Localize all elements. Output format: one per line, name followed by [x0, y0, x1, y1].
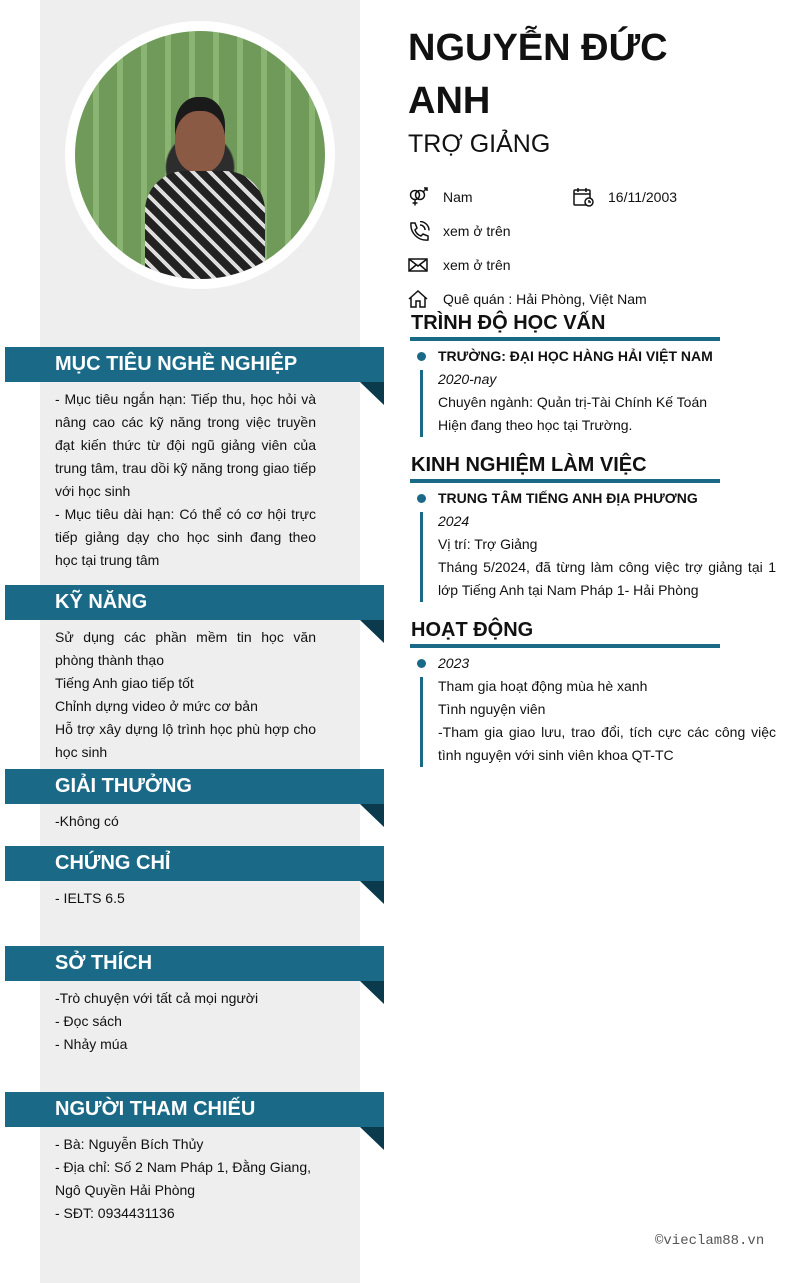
- objective-heading: MỤC TIÊU NGHỀ NGHIỆP: [5, 347, 384, 382]
- hometown-row: Quê quán : Hải Phòng, Việt Nam: [408, 289, 647, 309]
- phone-row: xem ở trên: [408, 221, 511, 241]
- email-row: xem ở trên: [408, 255, 511, 275]
- experience-heading: KINH NGHIỆM LÀM VIỆC: [410, 454, 720, 483]
- awards-text: -Không có: [55, 813, 119, 829]
- calendar-icon: [573, 187, 595, 207]
- activities-item: 2023 Tham gia hoạt động mùa hè xanh Tình nguyện viên -Tham gia giao lưu, trao đổi, tích cực các công việc tình nguyện với sinh viên khoa QT-TC: [416, 652, 776, 767]
- full-name: NGUYỄN ĐỨC ANH: [408, 27, 668, 122]
- activities-heading: HOẠT ĐỘNG: [410, 619, 720, 648]
- job-title: TRỢ GIẢNG: [408, 130, 551, 158]
- phone-icon: [408, 221, 430, 241]
- references-heading: NGƯỜI THAM CHIẾU: [5, 1092, 384, 1127]
- skills-heading: KỸ NĂNG: [5, 585, 384, 620]
- awards-heading: GIẢI THƯỞNG: [5, 769, 384, 804]
- gender-icon: [408, 187, 430, 207]
- certs-heading: CHỨNG CHỈ: [5, 846, 384, 881]
- watermark: ©vieclam88.vn: [655, 1233, 765, 1249]
- education-heading: TRÌNH ĐỘ HỌC VẤN: [410, 312, 720, 341]
- hobbies-heading: SỞ THÍCH: [5, 946, 384, 981]
- home-icon: [408, 289, 430, 309]
- gender-row: Nam: [408, 187, 473, 207]
- skills-text: Sử dụng các phần mềm tin học văn phòng thành thạo Tiếng Anh giao tiếp tốt Chỉnh dựng video ở mức cơ bản Hỗ trợ xây dựng lộ trình học phù hợp cho học sinh: [55, 629, 316, 760]
- objective-text: - Mục tiêu ngắn hạn: Tiếp thu, học hỏi và nâng cao các kỹ năng trong việc truyền đạt kiến thức từ đội ngũ giảng viên của trung tâm, trau dồi kỹ năng trong giao tiếp với học sinh - Mục tiêu dài hạn: Có thể có cơ hội trực tiếp giảng dạy cho học sinh đang theo học tại trung tâm: [55, 391, 316, 568]
- references-text: - Bà: Nguyễn Bích Thủy - Địa chỉ: Số 2 Nam Pháp 1, Đằng Giang, Ngô Quyền Hải Phòng - SĐT: 0934431136: [55, 1136, 312, 1221]
- mail-icon: [408, 255, 430, 275]
- hobbies-text: -Trò chuyện với tất cả mọi người - Đọc sách - Nhảy múa: [55, 990, 259, 1052]
- dob-row: 16/11/2003: [573, 187, 677, 207]
- experience-item: TRUNG TÂM TIẾNG ANH ĐỊA PHƯƠNG 2024 Vị trí: Trợ Giảng Tháng 5/2024, đã từng làm công việc trợ giảng tại 1 lớp Tiếng Anh tại Nam Pháp 1- Hải Phòng: [416, 487, 776, 602]
- avatar: [65, 21, 335, 289]
- education-item: TRƯỜNG: ĐẠI HỌC HÀNG HẢI VIỆT NAM 2020-nay Chuyên ngành: Quản trị-Tài Chính Kế Toán Hiện đang theo học tại Trường.: [416, 345, 776, 437]
- certs-text: - IELTS 6.5: [55, 890, 125, 906]
